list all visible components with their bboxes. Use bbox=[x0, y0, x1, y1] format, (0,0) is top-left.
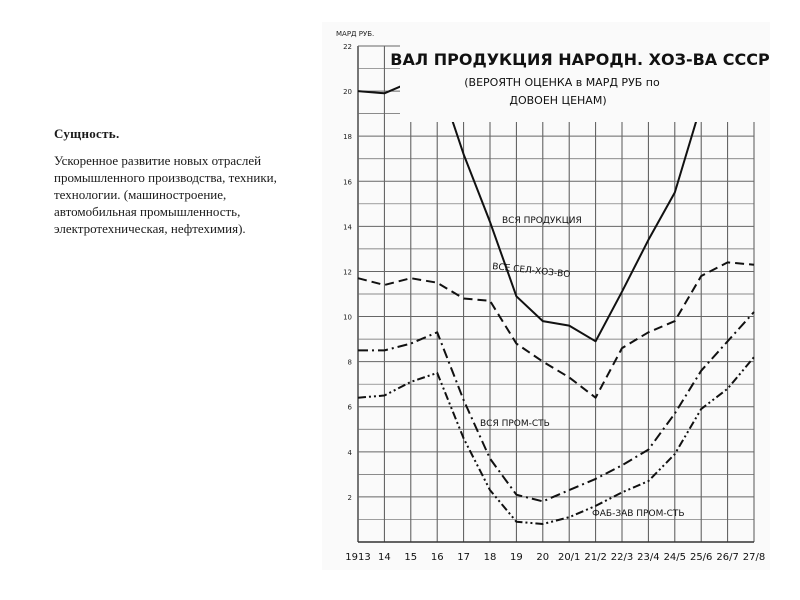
x-tick-label: 23/4 bbox=[637, 552, 660, 563]
chart-title: ВАЛ ПРОДУКЦИЯ НАРОДН. ХОЗ-ВА СССР bbox=[390, 50, 770, 69]
y-tick-label: 20 bbox=[343, 88, 352, 97]
series-label-industry: ВСЯ ПРОМ-СТЬ bbox=[480, 419, 550, 429]
y-tick-label: 12 bbox=[343, 268, 352, 277]
chart-subtitle-line-1: (ВЕРОЯТН ОЦЕНКА в МАРД РУБ по bbox=[464, 76, 660, 89]
y-tick-label: 2 bbox=[347, 493, 352, 502]
chart-subtitle-line-2: ДОВОЕН ЦЕНАМ) bbox=[509, 94, 607, 107]
y-tick-label: 8 bbox=[347, 358, 352, 367]
x-tick-label: 24/5 bbox=[663, 552, 687, 563]
x-tick-label: 26/7 bbox=[716, 552, 739, 563]
y-axis-label: МАРД РУБ. bbox=[336, 30, 375, 38]
y-tick-label: 18 bbox=[343, 133, 352, 142]
chart-image bbox=[322, 22, 770, 570]
slide-body: Ускоренное развитие новых отраслей промышленного производства, техники, технологии. (машиностроение, автомобильная промышленность, электротехническая, нефтехимия). bbox=[54, 153, 277, 236]
x-tick-label: 17 bbox=[457, 552, 470, 563]
slide-heading: Сущность. bbox=[54, 126, 120, 141]
y-tick-label: 22 bbox=[343, 43, 352, 51]
y-tick-label: 6 bbox=[347, 403, 352, 412]
slide-text bbox=[54, 126, 294, 237]
line-chart bbox=[322, 22, 770, 570]
y-tick-label: 4 bbox=[347, 448, 352, 457]
x-tick-label: 15 bbox=[404, 552, 418, 563]
x-tick-label: 19 bbox=[510, 552, 523, 563]
y-tick-label: 14 bbox=[343, 223, 352, 232]
y-tick-label: 10 bbox=[343, 313, 352, 322]
x-tick-label: 21/2 bbox=[584, 552, 607, 563]
series-label-agriculture: ВСЕ СЕЛ-ХОЗ-ВО bbox=[491, 262, 571, 281]
x-tick-label: 20/1 bbox=[557, 552, 581, 563]
x-tick-label: 14 bbox=[378, 552, 391, 563]
y-tick-label: 16 bbox=[343, 178, 352, 187]
x-tick-label: 25/6 bbox=[689, 552, 713, 563]
x-tick-label: 16 bbox=[430, 552, 444, 563]
series-label-total: ВСЯ ПРОДУКЦИЯ bbox=[502, 216, 582, 226]
series-label-factory-industry: ФАБ-ЗАВ ПРОМ-СТЬ bbox=[592, 509, 685, 519]
x-tick-label: 27/8 bbox=[742, 552, 766, 563]
x-tick-label: 22/3 bbox=[610, 552, 634, 563]
x-tick-label: 1913 bbox=[345, 552, 371, 563]
x-tick-label: 20 bbox=[536, 552, 550, 563]
x-tick-label: 18 bbox=[483, 552, 497, 563]
